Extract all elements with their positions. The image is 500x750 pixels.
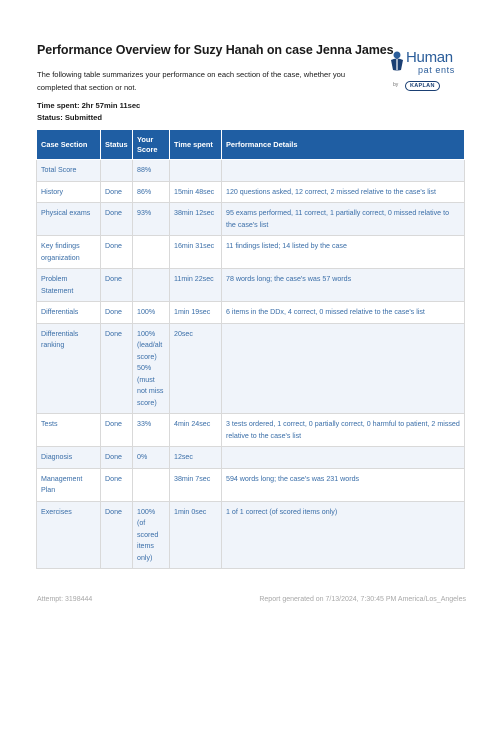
header-status: Status — [101, 130, 133, 160]
table-row — [37, 160, 465, 182]
attempt-id: Attempt: 3198444 — [37, 596, 93, 603]
cell-time: 11min 22sec — [170, 269, 222, 302]
cell-score — [133, 468, 170, 501]
cell-status: Done — [101, 468, 133, 501]
cell-status: Done — [101, 501, 133, 569]
logo-patients-text: pat ents — [418, 65, 455, 75]
cell-time: 38min 12sec — [170, 203, 222, 236]
cell-score: 0% — [133, 447, 170, 469]
cell-time: 1min 0sec — [170, 501, 222, 569]
table-row — [37, 181, 465, 203]
table-row — [37, 302, 465, 324]
human-patients-logo-icon — [389, 51, 405, 71]
cell-status: Done — [101, 414, 133, 447]
table-row — [37, 269, 465, 302]
cell-section: Key findings organization — [37, 236, 101, 269]
cell-details — [222, 323, 465, 414]
header-case-section: Case Section — [37, 130, 101, 160]
cell-score — [133, 269, 170, 302]
table-row — [37, 236, 465, 269]
cell-score: 86% — [133, 181, 170, 203]
cell-section: Diagnosis — [37, 447, 101, 469]
table-row — [37, 468, 465, 501]
cell-section: Problem Statement — [37, 269, 101, 302]
logo-by-text: by — [393, 82, 399, 88]
cell-section: Physical exams — [37, 203, 101, 236]
cell-time: 4min 24sec — [170, 414, 222, 447]
table-header-row — [37, 130, 465, 160]
header-your-score: Your Score — [133, 130, 170, 160]
report-generated-timestamp: Report generated on 7/13/2024, 7:30:45 PM America/Los_Angeles — [259, 596, 466, 603]
cell-details: 95 exams performed, 11 correct, 1 partially correct, 0 missed relative to the case's list — [222, 203, 465, 236]
cell-section: Management Plan — [37, 468, 101, 501]
status-line: Status: Submitted — [37, 113, 102, 122]
cell-section: Exercises — [37, 501, 101, 569]
cell-score — [133, 236, 170, 269]
cell-section: Tests — [37, 414, 101, 447]
cell-details: 6 items in the DDx, 4 correct, 0 missed relative to the case's list — [222, 302, 465, 324]
cell-details — [222, 160, 465, 182]
cell-time: 38min 7sec — [170, 468, 222, 501]
cell-time: 1min 19sec — [170, 302, 222, 324]
cell-status: Done — [101, 181, 133, 203]
cell-score: 100% (lead/alt score) 50% (must not miss score) — [133, 323, 170, 414]
cell-time — [170, 160, 222, 182]
table-row — [37, 501, 465, 569]
cell-status: Done — [101, 236, 133, 269]
cell-details: 3 tests ordered, 1 correct, 0 partially correct, 0 harmful to patient, 2 missed relative to the case's list — [222, 414, 465, 447]
cell-status: Done — [101, 447, 133, 469]
cell-details: 78 words long; the case's was 57 words — [222, 269, 465, 302]
cell-score: 100% — [133, 302, 170, 324]
cell-score: 100% (of scored items only) — [133, 501, 170, 569]
table-row — [37, 447, 465, 469]
page-title: Performance Overview for Suzy Hanah on case Jenna James — [37, 43, 394, 57]
cell-details: 120 questions asked, 12 correct, 2 missed relative to the case's list — [222, 181, 465, 203]
header-performance-details: Performance Details — [222, 130, 465, 160]
human-patients-logo — [389, 50, 467, 95]
logo-kaplan-badge: KAPLAN — [405, 81, 440, 91]
cell-details: 1 of 1 correct (of scored items only) — [222, 501, 465, 569]
performance-table — [36, 129, 465, 569]
cell-section: Differentials — [37, 302, 101, 324]
time-spent-total: Time spent: 2hr 57min 11sec — [37, 101, 141, 110]
cell-time: 16min 31sec — [170, 236, 222, 269]
logo-human-text: Human — [406, 49, 453, 66]
cell-time: 15min 48sec — [170, 181, 222, 203]
cell-status: Done — [101, 302, 133, 324]
cell-section: History — [37, 181, 101, 203]
table-row — [37, 323, 465, 414]
cell-score: 88% — [133, 160, 170, 182]
cell-details — [222, 447, 465, 469]
cell-status: Done — [101, 323, 133, 414]
cell-status — [101, 160, 133, 182]
table-row — [37, 414, 465, 447]
cell-section: Total Score — [37, 160, 101, 182]
cell-score: 33% — [133, 414, 170, 447]
cell-score: 93% — [133, 203, 170, 236]
cell-details: 11 findings listed; 14 listed by the case — [222, 236, 465, 269]
cell-details: 594 words long; the case's was 231 words — [222, 468, 465, 501]
table-row — [37, 203, 465, 236]
cell-time: 12sec — [170, 447, 222, 469]
cell-section: Differentials ranking — [37, 323, 101, 414]
cell-status: Done — [101, 269, 133, 302]
cell-time: 20sec — [170, 323, 222, 414]
header-time-spent: Time spent — [170, 130, 222, 160]
cell-status: Done — [101, 203, 133, 236]
intro-text: The following table summarizes your performance on each section of the case, whether you completed that section or not. — [37, 70, 346, 92]
